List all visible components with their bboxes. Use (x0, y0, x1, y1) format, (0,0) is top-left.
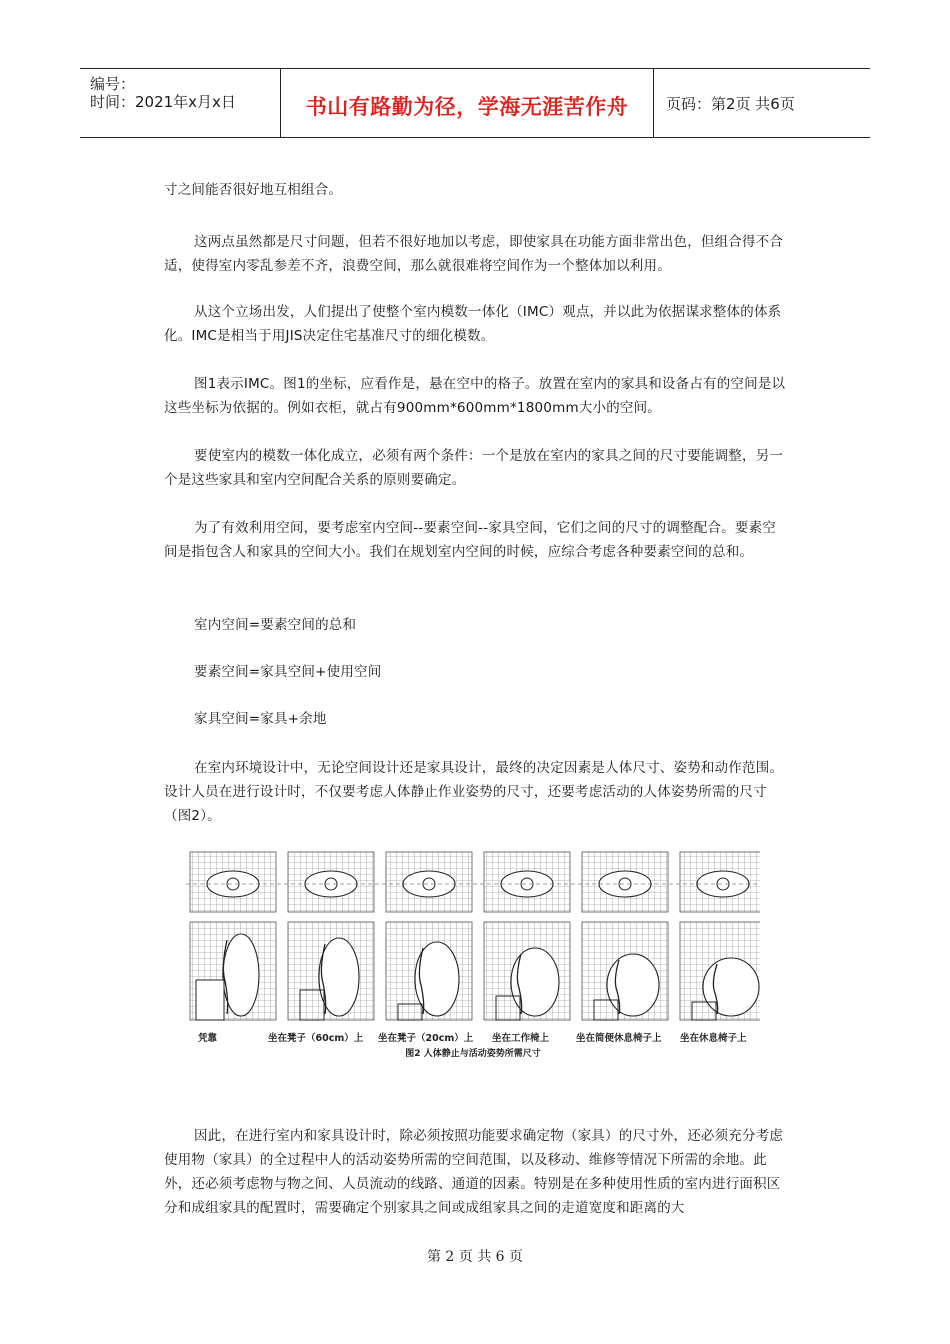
figure-caption-6: 坐在休息椅子上 (680, 1033, 747, 1044)
paragraph-conclusion: 因此，在进行室内和家具设计时，除必须按照功能要求确定物（家具）的尺寸外，还必须充分考虑使用物（家具）的全过程中人的活动姿势所需的空间范围，以及移动、维修等情况下所需的余地。此外，还必须考虑物与物之间、人员流动的线路、通道的因素。特别是在多种使用性质的室内进行面积区分和成组家具的配置时，需要确定个别家具之间或成组家具之间的走道宽度和距离的大 (164, 1128, 784, 1216)
figure-caption-1: 凭靠 (198, 1033, 218, 1044)
header-motto: 书山有路勤为径，学海无涯苦作舟 (305, 95, 629, 119)
formula-furniture-space: 家具空间=家具+余地 (194, 711, 327, 727)
figure-caption-5: 坐在简便休息椅子上 (576, 1033, 662, 1044)
page-footer: 第 2 页 共 6 页 (426, 1249, 524, 1265)
header-left-cell (80, 69, 280, 137)
header-table (80, 68, 870, 138)
figure-2 (186, 850, 760, 1066)
paragraph-5: 要使室内的模数一体化成立，必须有两个条件：一个是放在室内的家具之间的尺寸要能调整，另一个是这些家具和室内空间配合关系的原则要确定。 (164, 448, 784, 488)
activity-envelope (703, 958, 759, 1016)
document-date-label: 时间：2021年x月x日 (90, 93, 236, 111)
document-code-label: 编号： (90, 75, 136, 93)
activity-envelope (607, 954, 659, 1016)
activity-envelope (319, 938, 359, 1016)
paragraph-1: 寸之间能否很好地互相组合。 (164, 182, 343, 198)
formula-interior-space: 室内空间=要素空间的总和 (194, 617, 357, 633)
paragraph-3: 从这个立场出发，人们提出了使整个室内模数一体化（IMC）观点，并以此为依据谋求整体的体系化。IMC是相当于用JIS决定住宅基准尺寸的细化模数。 (164, 304, 782, 344)
figure-caption-4: 坐在工作椅上 (492, 1033, 550, 1044)
paragraph-4: 图1表示IMC。图1的坐标，应看作是，悬在空中的格子。放置在室内的家具和设备占有的空间是以这些坐标为依据的。例如衣柜，就占有900mm*600mm*1800mm大小的空间。 (164, 376, 786, 416)
header-page-number: 页码：第2页 共6页 (666, 95, 795, 113)
figure-caption-3: 坐在凳子（20cm）上 (378, 1033, 474, 1044)
lean-support (196, 980, 224, 1020)
paragraph-2: 这两点虽然都是尺寸问题，但若不很好地加以考虑，即使家具在功能方面非常出色，但组合得不合适，使得室内零乱参差不齐，浪费空间，那么就很难将空间作为一个整体加以利用。 (164, 234, 784, 274)
formula-element-space: 要素空间=家具空间+使用空间 (194, 664, 382, 680)
activity-envelope (223, 934, 259, 1016)
header-right-cell (654, 69, 870, 137)
posture-grid-illustration (186, 850, 760, 1046)
paragraph-6: 为了有效利用空间，要考虑室内空间--要素空间--家具空间，它们之间的尺寸的调整配合。要素空间是指包含人和家具的空间大小。我们在规划室内空间的时候，应综合考虑各种要素空间的总和。 (164, 520, 776, 560)
figure-caption-2: 坐在凳子（60cm）上 (268, 1033, 364, 1044)
figure-title: 图2 人体静止与活动姿势所需尺寸 (405, 1049, 541, 1059)
header-center-cell (280, 69, 654, 137)
paragraph-design-factors: 在室内环境设计中，无论空间设计还是家具设计，最终的决定因素是人体尺寸、姿势和动作范围。设计人员在进行设计时，不仅要考虑人体静止作业姿势的尺寸，还要考虑活动的人体姿势所需的尺寸（图2）。 (164, 760, 784, 824)
